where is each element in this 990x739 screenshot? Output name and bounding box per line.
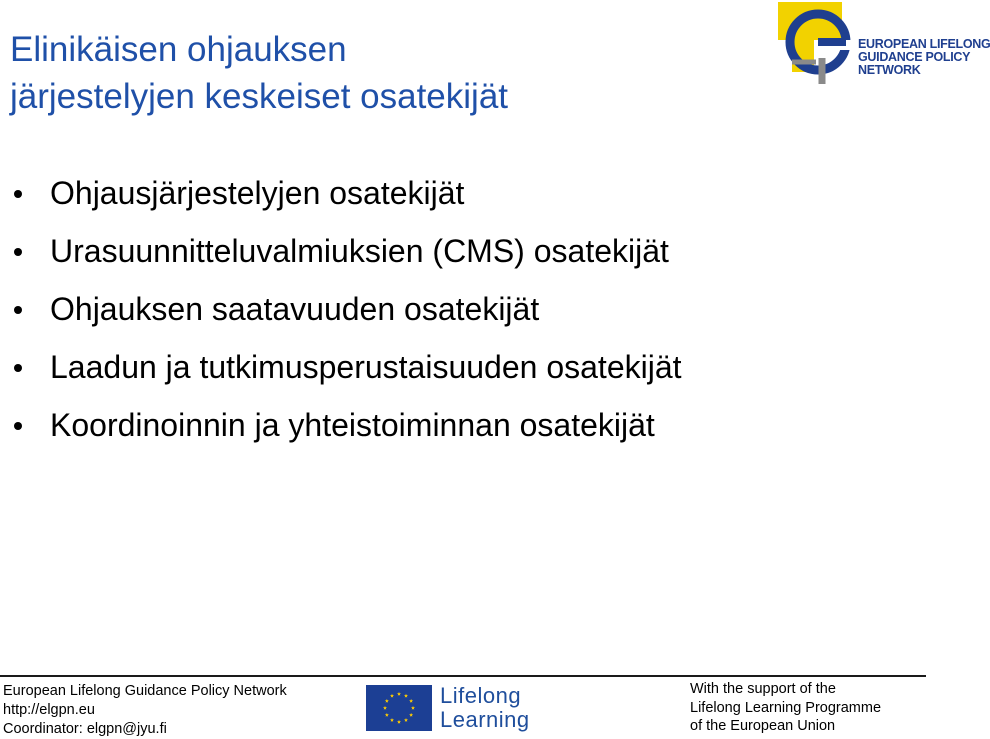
bullet-dot-icon [14,422,22,430]
elgpn-logo [778,2,990,84]
elgpn-logo-text [858,38,990,77]
bullet-item: Ohjausjärjestelyjen osatekijät [14,164,682,222]
bullet-dot-icon [14,190,22,198]
bullet-item: Koordinoinnin ja yhteistoiminnan osatekijät [14,396,682,454]
bullet-item: Laadun ja tutkimusperustaisuuden osatekijät [14,338,682,396]
slide-title-line-2: järjestelyjen keskeiset osatekijät [10,77,509,116]
footer-url-link[interactable]: http://elgpn.eu [3,702,95,718]
bullet-dot-icon [14,248,22,256]
bullet-dot-icon [14,364,22,372]
bullet-dot-icon [14,306,22,314]
lifelong-learning-line-1: Lifelong [440,683,522,708]
footer-coordinator: Coordinator: elgpn@jyu.fi [3,721,167,737]
footer-divider [0,675,926,677]
lifelong-learning-line-2: Learning [440,707,530,732]
footer-org-name: European Lifelong Guidance Policy Network [3,683,287,699]
support-line-1: With the support of the [690,681,836,697]
eu-flag-icon [366,685,432,731]
support-line-2: Lifelong Learning Programme [690,699,882,716]
bullet-list [14,164,682,454]
footer-support-note [690,680,881,736]
logo-text-line-1: EUROPEAN LIFELONG [858,37,990,51]
support-line-3: of the European Union [690,718,836,734]
logo-text-line-3: NETWORK [858,63,921,77]
bullet-item: Ohjauksen saatavuuden osatekijät [14,280,682,338]
logo-text-line-2: GUIDANCE POLICY [858,50,971,64]
lifelong-learning-logo [440,684,530,732]
slide-title-line-1: Elinikäisen ohjauksen [10,30,347,69]
footer-contact [3,682,287,739]
slide-title [10,26,750,120]
bullet-item: Urasuunnitteluvalmiuksien (CMS) osatekijät [14,222,682,280]
